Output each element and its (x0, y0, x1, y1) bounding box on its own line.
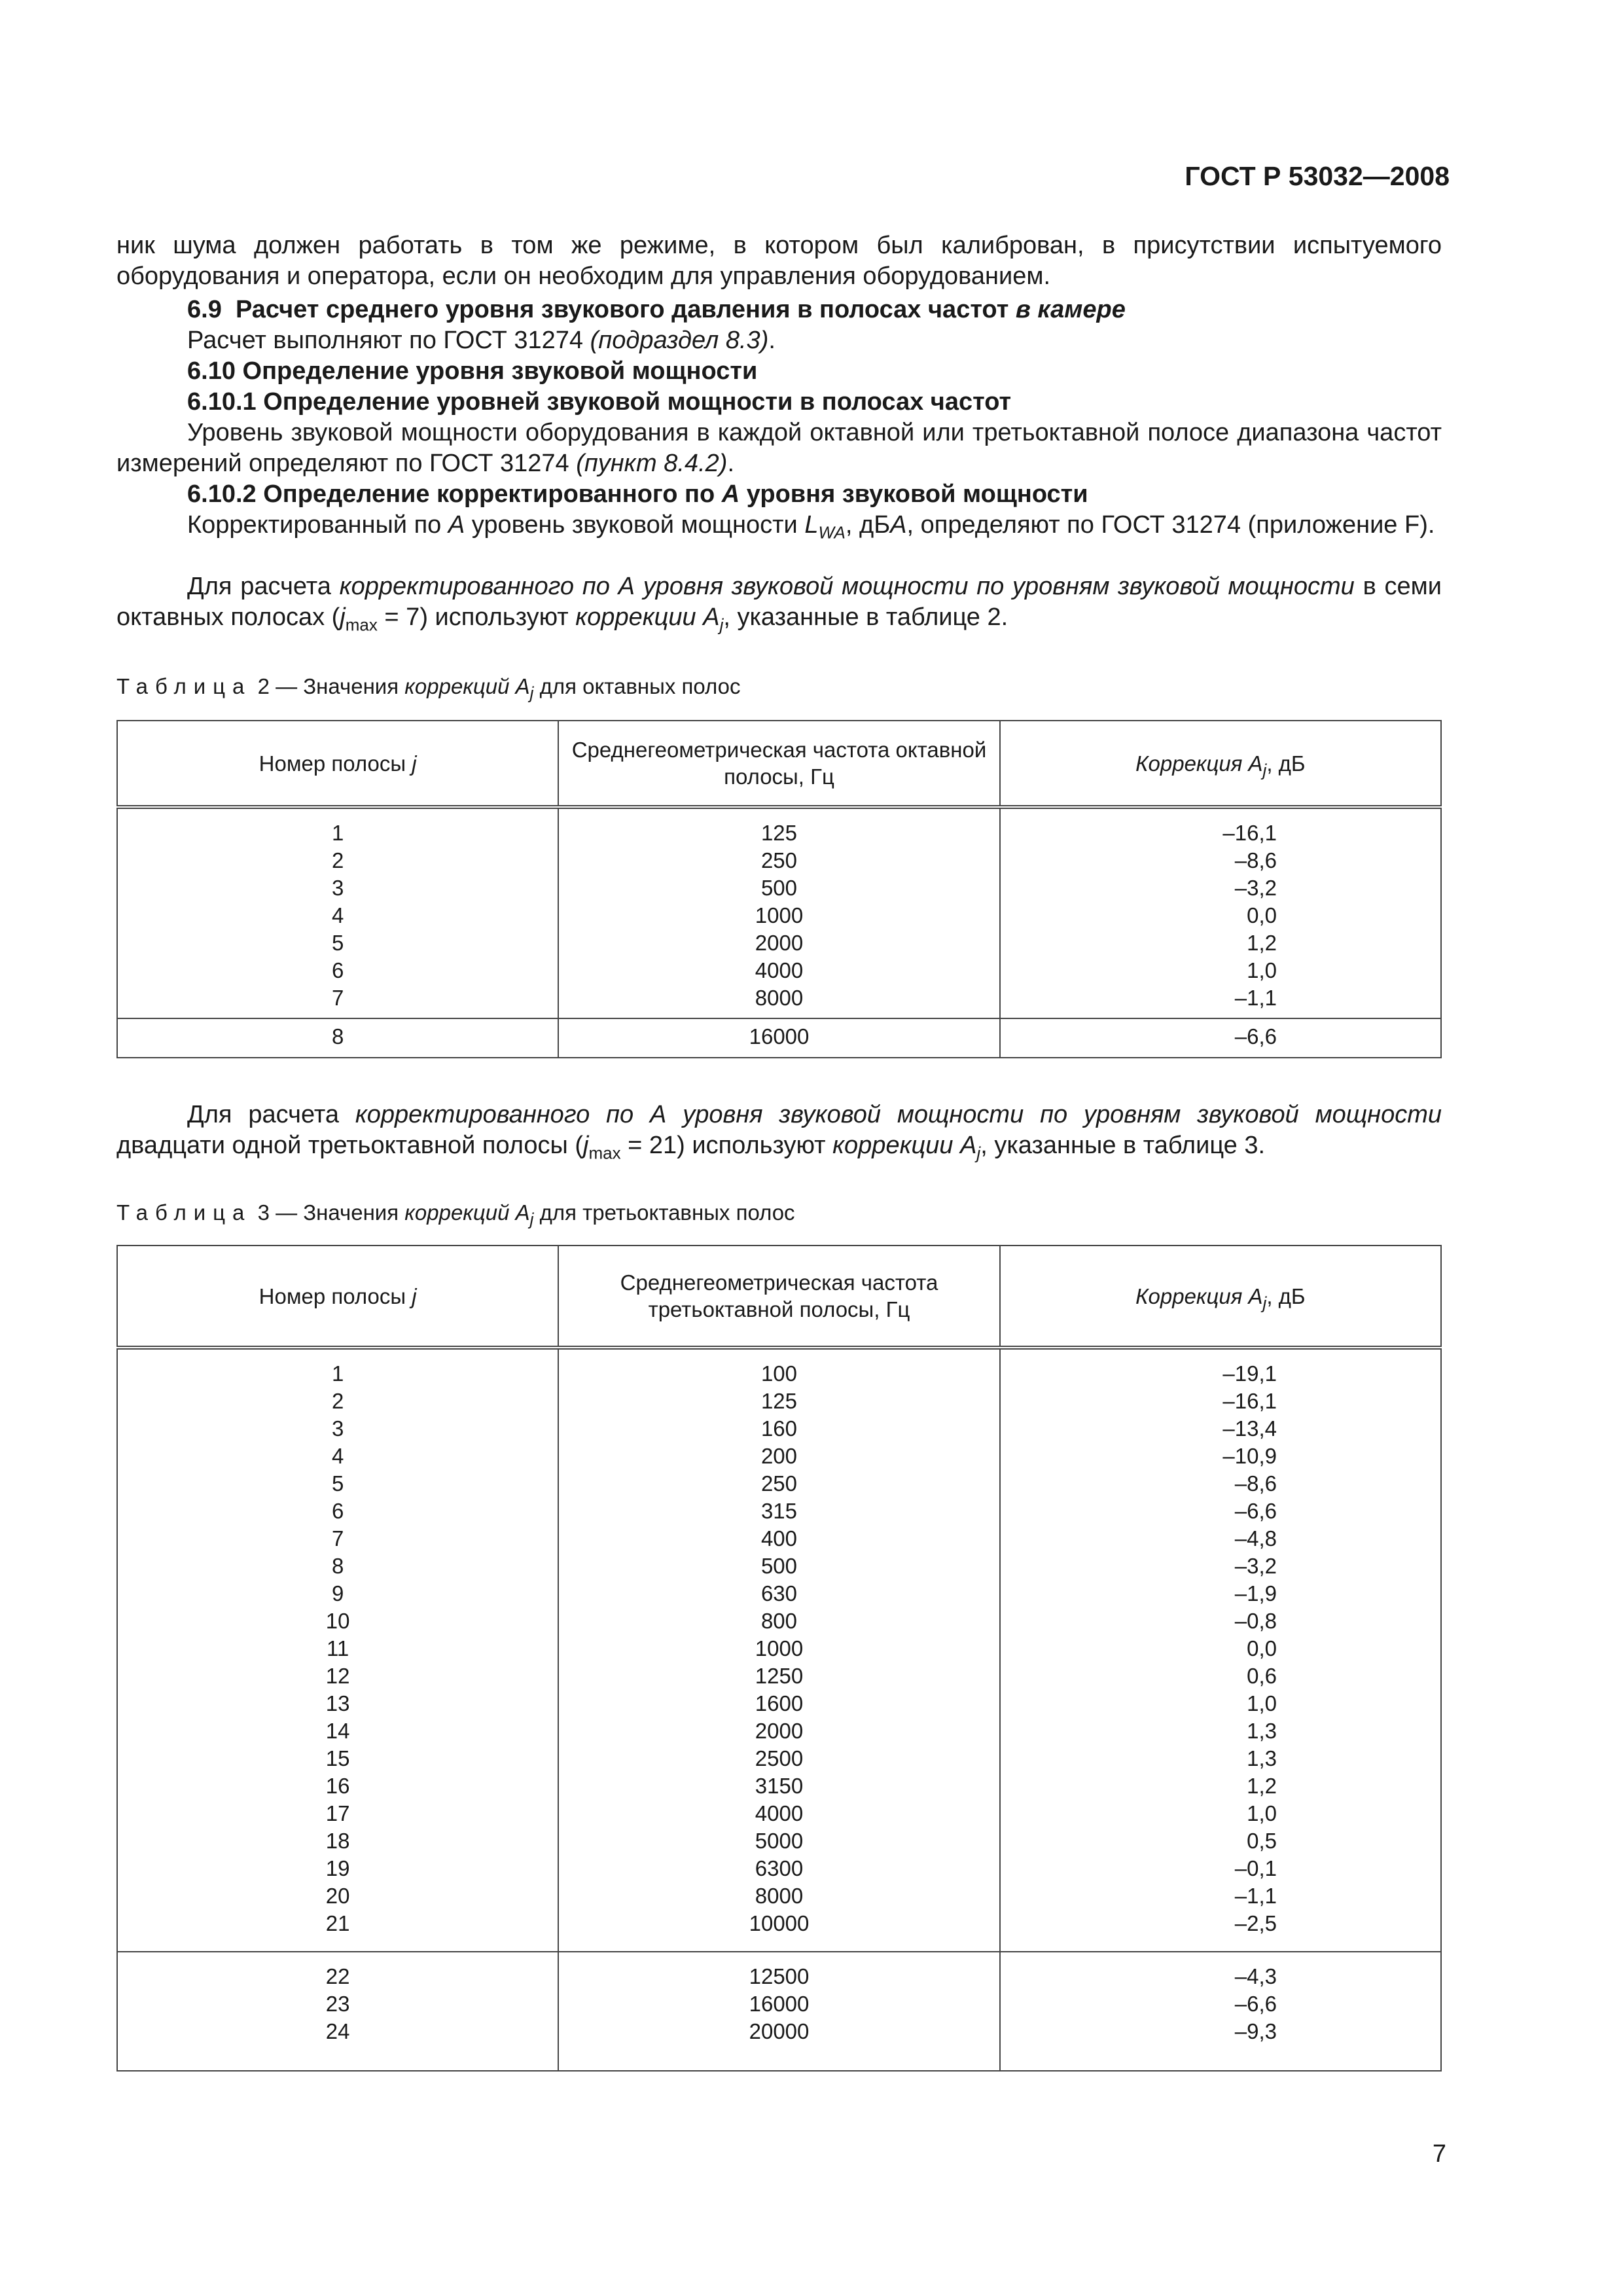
table-header-row (117, 1246, 1441, 1348)
band-cell (117, 1018, 558, 1058)
symbol-sub: WA (818, 522, 846, 543)
section-6-10-1-heading: 6.10.1 Определение уровней звуковой мощности в полосах частот (187, 388, 1012, 416)
table-cell-value: 3 (331, 1416, 344, 1441)
section-6-10-heading: 6.10 Определение уровня звуковой мощности (187, 357, 758, 385)
table-cell-value: –16,1 (1222, 821, 1277, 845)
body-text: = 7) используют (377, 603, 569, 631)
table-header-row (117, 721, 1441, 807)
body-italic: А (448, 511, 465, 539)
table-cell-value: 100 (760, 1361, 798, 1386)
body-text: Уровень звуковой мощности оборудования в каждой октавной или третьоктавной полосе диапазона частот измерений определяют по ГОСТ 31274 (116, 419, 1442, 477)
table-2 (116, 720, 1442, 1058)
body-italic: корректированного по А уровня звуковой мощности по уровням звуковой мощности (355, 1101, 1442, 1128)
table-cell-value: 1,0 (1247, 958, 1277, 982)
symbol-sub: max (588, 1143, 621, 1163)
band-cell (117, 807, 558, 1018)
body-text: двадцати одной третьоктавной полосы ( (116, 1132, 584, 1159)
caption-num: 3 — Значения (257, 1200, 399, 1225)
freq-cell (558, 807, 999, 1018)
table-cell-value: 125 (760, 1389, 798, 1413)
body-italic: коррекции A (832, 1132, 977, 1159)
header-frequency (558, 1246, 999, 1348)
table-cell-value: 315 (760, 1499, 798, 1523)
table-cell-value: 8 (331, 1554, 344, 1578)
table-cell-value: 13 (325, 1691, 350, 1715)
table-cell-value: –6,6 (1234, 1992, 1277, 2016)
table-cell-value: 1,0 (1247, 1801, 1277, 1825)
heading-part: уровня звуковой мощности (746, 480, 1088, 508)
header-correction (1000, 1246, 1441, 1348)
symbol-L: L (804, 511, 819, 539)
table-cell-value: 2 (331, 1389, 344, 1413)
freq-cell (558, 1348, 999, 1952)
table-cell-value: 4000 (755, 1801, 804, 1825)
table-cell-value: 400 (760, 1526, 798, 1551)
table-cell-value: 2000 (755, 1719, 804, 1743)
table-cell-value: 3150 (755, 1774, 804, 1798)
table-cell-value: –6,6 (1234, 1024, 1277, 1049)
table-cell-value: 24 (325, 2019, 350, 2043)
freq-cell (558, 1952, 999, 2071)
table-cell-value: 0,6 (1247, 1664, 1277, 1688)
table-cell-value: 0,0 (1247, 903, 1277, 927)
body-text: Для расчета (187, 573, 331, 600)
header-correction (1000, 721, 1441, 807)
table-cell-value: 21 (325, 1911, 350, 1935)
table-row-group (117, 807, 1441, 1018)
header-band-number (117, 1246, 558, 1348)
table-cell-value: –10,9 (1222, 1444, 1277, 1468)
table-cell-value: 16 (325, 1774, 350, 1798)
header-text: , дБ (1266, 1283, 1306, 1308)
header-sub: j (1262, 760, 1267, 780)
paragraph-text: ник шума должен работать в том же режиме, в котором был калиброван, в присутствии испытуемого оборудования и оператора, если он необходим для управления оборудованием. (116, 232, 1442, 290)
table-cell-value: –6,6 (1234, 1499, 1277, 1523)
body-text: , указанные в таблице 3. (980, 1132, 1266, 1159)
band-cell (117, 1348, 558, 1952)
page-number: 7 (1432, 2140, 1446, 2168)
table-cell-value: –1,1 (1234, 1884, 1277, 1908)
symbol-sub: j (719, 615, 724, 635)
table-cell-value: 160 (760, 1416, 798, 1441)
body-text: , указанные в таблице 2. (723, 603, 1008, 631)
table-cell-value: 4 (331, 1444, 344, 1468)
table-cell-value: –1,9 (1234, 1581, 1277, 1605)
header-italic: j (412, 1283, 417, 1308)
table-cell-value: 18 (325, 1829, 350, 1853)
table-cell-value: 12500 (749, 1964, 810, 1988)
body-text: Расчет выполняют по ГОСТ 31274 (187, 327, 584, 354)
table-cell-value: 1 (331, 821, 344, 845)
header-text: Среднегеометрическая частота октавной полосы, Гц (571, 738, 987, 789)
table-cell-value: 2000 (755, 931, 804, 955)
table-cell-value: 500 (760, 876, 798, 900)
header-text: Среднегеометрическая частота третьоктавной полосы, Гц (620, 1270, 938, 1321)
table-cell-value: –1,1 (1234, 986, 1277, 1010)
section-6-9-heading (116, 295, 1442, 325)
table-cell-value: 1600 (755, 1691, 804, 1715)
table-cell-value: 1,3 (1247, 1719, 1277, 1743)
table-cell-value: 22 (325, 1964, 350, 1988)
body-ref: (пункт 8.4.2) (576, 450, 728, 477)
table-cell-value: 800 (760, 1609, 798, 1633)
table-row-group (117, 1952, 1441, 2071)
symbol-sub: max (345, 615, 378, 635)
header-sub: j (1262, 1293, 1267, 1313)
header-italic: Коррекция A (1135, 751, 1263, 776)
table-cell-value: 1 (331, 1361, 344, 1386)
standard-header: ГОСТ Р 53032—2008 (1185, 161, 1450, 191)
section-6-10-1-body: Уровень звуковой мощности оборудования в каждой октавной или третьоктавной полосе диапазона частот измерений определяют по ГОСТ 31274 (пункт 8.4.2). (116, 419, 1442, 477)
symbol-j: j (583, 1132, 589, 1159)
caption-italic: коррекций A (404, 1200, 530, 1225)
table-cell-value: 17 (325, 1801, 350, 1825)
table-2-caption (116, 674, 741, 703)
header-italic: j (412, 751, 417, 776)
table-cell-value: 9 (331, 1581, 344, 1605)
table-cell-value: 630 (760, 1581, 798, 1605)
table-cell-value: 250 (760, 848, 798, 872)
corr-cell (1000, 807, 1441, 1018)
caption-italic: коррекций A (404, 674, 530, 698)
table-cell-value: 1000 (755, 903, 804, 927)
table-cell-value: –8,6 (1234, 848, 1277, 872)
table-cell-value: –0,1 (1234, 1856, 1277, 1880)
table-cell-value: –8,6 (1234, 1471, 1277, 1496)
table-cell-value: –4,8 (1234, 1526, 1277, 1551)
table-cell-value: 12 (325, 1664, 350, 1688)
table-cell-value: 5 (331, 1471, 344, 1496)
table-cell-value: –9,3 (1234, 2019, 1277, 2043)
symbol-sub: j (976, 1143, 981, 1163)
table-cell-value: 2 (331, 848, 344, 872)
section-6-9-body: Расчет выполняют по ГОСТ 31274 (подраздел 8.3). (187, 327, 776, 354)
paragraph-continuation (116, 230, 1442, 292)
table-cell-value: 5 (331, 931, 344, 955)
body-italic: коррекции A (575, 603, 720, 631)
table-cell-value: 16000 (749, 1992, 810, 2016)
header-frequency (558, 721, 999, 807)
body-italic: А (890, 511, 907, 539)
table-cell-value: 3 (331, 876, 344, 900)
body-text: Корректированный по (187, 511, 442, 539)
table-cell-value: 6300 (755, 1856, 804, 1880)
caption-word: Таблица (116, 1200, 252, 1225)
table-cell-value: 20 (325, 1884, 350, 1908)
header-text: Номер полосы (259, 1283, 406, 1308)
freq-cell (558, 1018, 999, 1058)
table-cell-value: 7 (331, 986, 344, 1010)
body-text: , определяют по ГОСТ 31274 (приложение F). (906, 511, 1435, 539)
caption-rest: для третьоктавных полос (539, 1200, 795, 1225)
body-text: Для расчета (187, 1101, 339, 1128)
table-cell-value: 0,5 (1247, 1829, 1277, 1853)
caption-sub: j (529, 683, 534, 703)
table-row-group (117, 1018, 1441, 1058)
table-cell-value: 4000 (755, 958, 804, 982)
table-cell-value: 14 (325, 1719, 350, 1743)
table-cell-value: –19,1 (1222, 1361, 1277, 1386)
table-cell-value: 125 (760, 821, 798, 845)
table-cell-value: 16000 (749, 1024, 810, 1049)
table-cell-value: –3,2 (1234, 876, 1277, 900)
body-text: уровень звуковой мощности (471, 511, 798, 539)
table-cell-value: 1,2 (1247, 1774, 1277, 1798)
header-text: Номер полосы (259, 751, 406, 776)
table-cell-value: 1,0 (1247, 1691, 1277, 1715)
table-cell-value: 8000 (755, 1884, 804, 1908)
table-cell-value: 6 (331, 958, 344, 982)
table-cell-value: 1000 (755, 1636, 804, 1660)
table-cell-value: 5000 (755, 1829, 804, 1853)
third-octave-paragraph (116, 1100, 1442, 1161)
table-3-caption (116, 1200, 795, 1229)
table-cell-value: 1250 (755, 1664, 804, 1688)
table-cell-value: 1,2 (1247, 931, 1277, 955)
table-cell-value: 4 (331, 903, 344, 927)
caption-rest: для октавных полос (539, 674, 741, 698)
body-italic: корректированного по А уровня звуковой мощности по уровням звуковой мощности (339, 573, 1355, 600)
section-number: 6.9 (187, 296, 222, 323)
table-cell-value: 23 (325, 1992, 350, 2016)
table-cell-value: –3,2 (1234, 1554, 1277, 1578)
header-text: , дБ (1266, 751, 1306, 776)
section-6-10-2-body (116, 510, 1442, 541)
table-cell-value: 19 (325, 1856, 350, 1880)
table-cell-value: 7 (331, 1526, 344, 1551)
caption-num: 2 — Значения (257, 674, 399, 698)
corr-cell (1000, 1952, 1441, 2071)
table-cell-value: –16,1 (1222, 1389, 1277, 1413)
corr-cell (1000, 1018, 1441, 1058)
table-row-group (117, 1348, 1441, 1952)
band-cell (117, 1952, 558, 2071)
corr-cell (1000, 1348, 1441, 1952)
body-text: = 21) используют (620, 1132, 826, 1159)
symbol-j: j (340, 603, 346, 631)
body-ref: (подраздел 8.3) (590, 327, 769, 354)
table-cell-value: –4,3 (1234, 1964, 1277, 1988)
table-cell-value: 8 (331, 1024, 344, 1049)
table-cell-value: 11 (327, 1636, 349, 1660)
caption-word: Таблица (116, 674, 252, 698)
octave-paragraph (116, 571, 1442, 633)
caption-sub: j (529, 1209, 534, 1229)
table-cell-value: 10000 (749, 1911, 810, 1935)
table-cell-value: 1,3 (1247, 1746, 1277, 1770)
section-title-italic: в камере (1015, 296, 1126, 323)
table-cell-value: 6 (331, 1499, 344, 1523)
section-6-10-2-heading (116, 479, 1442, 510)
body-text: , дБ (845, 511, 891, 539)
table-cell-value: 500 (760, 1554, 798, 1578)
table-cell-value: –0,8 (1234, 1609, 1277, 1633)
table-cell-value: 200 (760, 1444, 798, 1468)
table-cell-value: 10 (325, 1609, 350, 1633)
heading-italic: А (721, 480, 740, 508)
table-cell-value: –13,4 (1222, 1416, 1277, 1441)
table-cell-value: 8000 (755, 986, 804, 1010)
heading-part: 6.10.2 Определение корректированного по (187, 480, 715, 508)
section-title: Расчет среднего уровня звукового давления в полосах частот (235, 296, 1009, 323)
table-3 (116, 1245, 1442, 2072)
table-cell-value: 15 (325, 1746, 350, 1770)
table-cell-value: –2,5 (1234, 1911, 1277, 1935)
table-cell-value: 250 (760, 1471, 798, 1496)
table-cell-value: 2500 (755, 1746, 804, 1770)
body-text: в семи октавных полосах ( (116, 573, 1442, 631)
header-italic: Коррекция A (1135, 1283, 1263, 1308)
header-band-number (117, 721, 558, 807)
table-cell-value: 0,0 (1247, 1636, 1277, 1660)
table-cell-value: 20000 (749, 2019, 810, 2043)
